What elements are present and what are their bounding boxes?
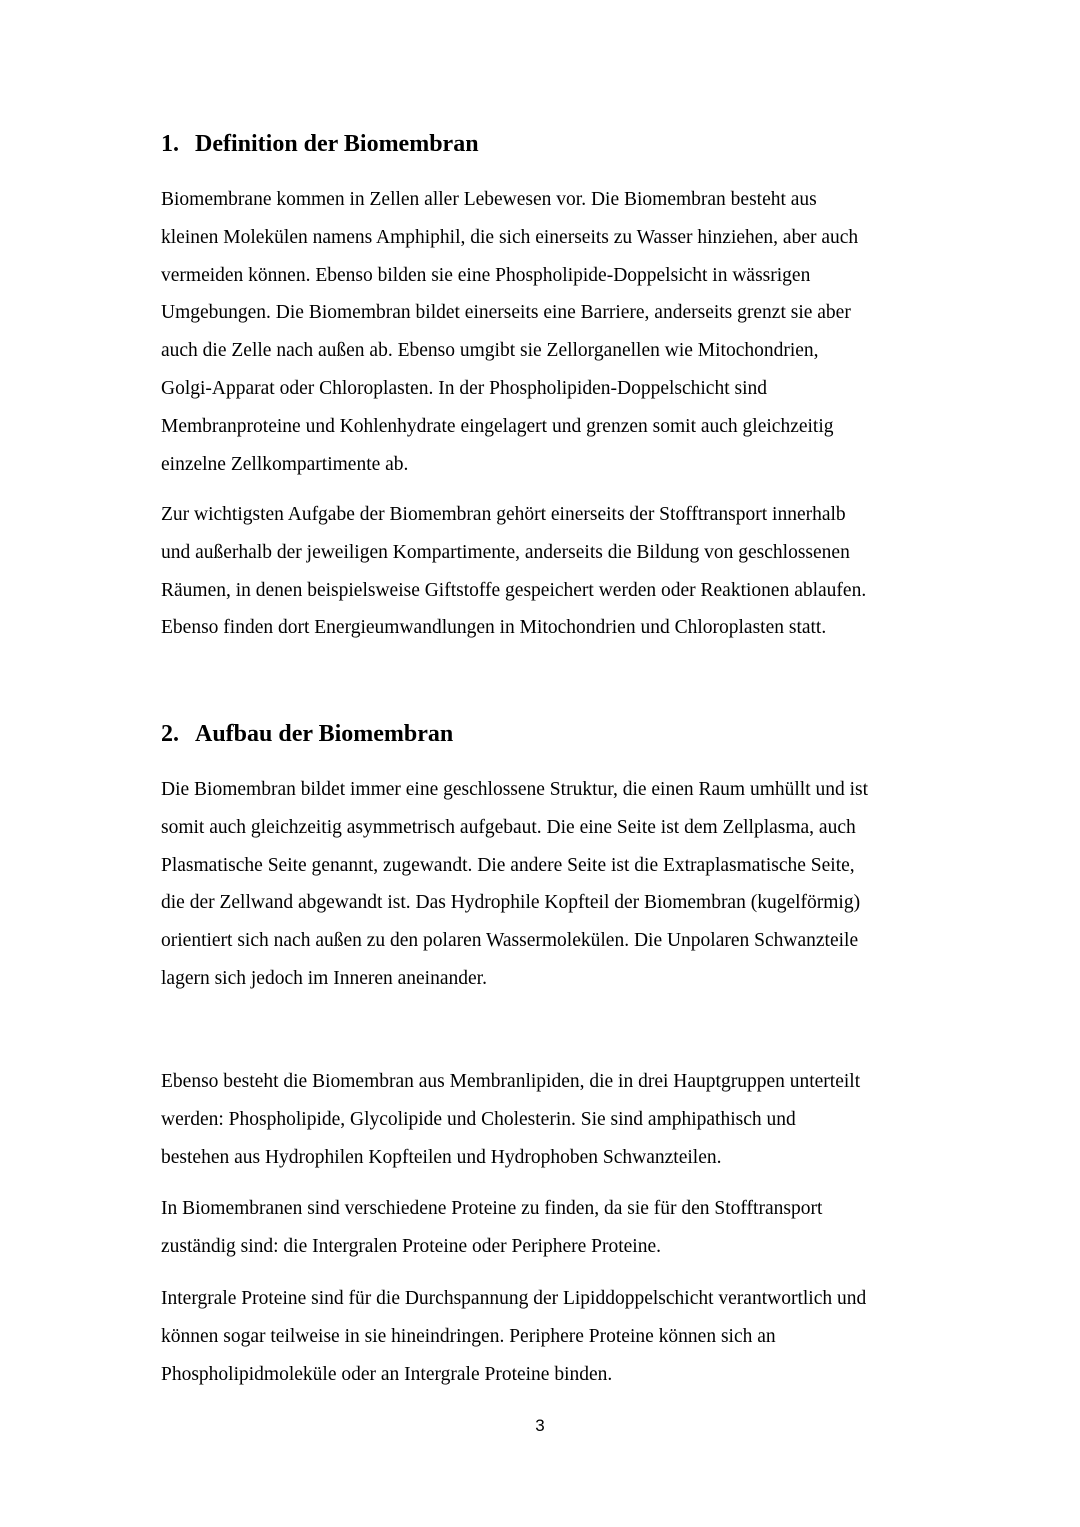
text-line: vermeiden können. Ebenso bilden sie eine Phospholipide-Doppelsicht in wässrigen <box>161 264 811 286</box>
text-line: werden: Phospholipide, Glycolipide und Cholesterin. Sie sind amphipathisch und <box>161 1108 796 1130</box>
text-line: können sogar teilweise in sie hineindringen. Periphere Proteine können sich an <box>161 1325 776 1347</box>
text-line: kleinen Molekülen namens Amphiphil, die sich einerseits zu Wasser hinziehen, aber auch <box>161 226 859 248</box>
text-line: Intergrale Proteine sind für die Durchspannung der Lipiddoppelschicht verantwortlich und <box>161 1288 867 1309</box>
text-line: Biomembrane kommen in Zellen aller Lebewesen vor. Die Biomembran besteht aus <box>161 189 817 210</box>
text-line: Golgi-Apparat oder Chloroplasten. In der Phospholipiden-Doppelschicht sind <box>161 377 768 399</box>
text-line: und außerhalb der jeweiligen Kompartimente, anderseits die Bildung von geschlossenen <box>161 541 850 563</box>
text-line: lagern sich jedoch im Inneren aneinander. <box>161 967 487 989</box>
text-line: Die Biomembran bildet immer eine geschlossene Struktur, die einen Raum umhüllt und ist <box>161 779 869 800</box>
section-heading-definition <box>161 129 479 159</box>
text-line: Membranproteine und Kohlenhydrate eingelagert und grenzen somit auch gleichzeitig <box>161 415 834 437</box>
paragraph-aufbau-1 <box>161 771 961 998</box>
paragraph-aufbau-2 <box>161 1063 961 1176</box>
section-number: 1. <box>161 131 179 157</box>
paragraph-definition-1 <box>161 181 961 483</box>
text-line: einzelne Zellkompartimente ab. <box>161 453 409 475</box>
text-line: bestehen aus Hydrophilen Kopfteilen und Hydrophoben Schwanzteilen. <box>161 1146 722 1168</box>
paragraph-aufbau-3 <box>161 1190 961 1266</box>
paragraph-definition-2 <box>161 496 961 647</box>
page-number: 3 <box>535 1416 545 1435</box>
section-number: 2. <box>161 721 179 747</box>
text-line: somit auch gleichzeitig asymmetrisch aufgebaut. Die eine Seite ist dem Zellplasma, auch <box>161 816 856 838</box>
text-line: In Biomembranen sind verschiedene Proteine zu finden, da sie für den Stofftransport <box>161 1198 823 1219</box>
text-line: Phospholipidmoleküle oder an Intergrale Proteine binden. <box>161 1363 613 1385</box>
section-heading-aufbau <box>161 719 453 749</box>
section-title: Definition der Biomembran <box>195 131 479 157</box>
text-line: auch die Zelle nach außen ab. Ebenso umgibt sie Zellorganellen wie Mitochondrien, <box>161 340 819 362</box>
text-line: zuständig sind: die Intergralen Proteine oder Periphere Proteine. <box>161 1235 661 1257</box>
text-line: Plasmatische Seite genannt, zugewandt. Die andere Seite ist die Extraplasmatische Seite, <box>161 854 855 876</box>
section-title: Aufbau der Biomembran <box>195 721 454 747</box>
text-line: die der Zellwand abgewandt ist. Das Hydrophile Kopfteil der Biomembran (kugelförmig) <box>161 892 861 914</box>
text-line: Ebenso finden dort Energieumwandlungen in Mitochondrien und Chloroplasten statt. <box>161 617 827 639</box>
text-line: Zur wichtigsten Aufgabe der Biomembran gehört einerseits der Stofftransport innerhalb <box>161 504 846 525</box>
text-line: Umgebungen. Die Biomembran bildet einerseits eine Barriere, anderseits grenzt sie aber <box>161 302 851 324</box>
text-line: Räumen, in denen beispielsweise Giftstoffe gespeichert werden oder Reaktionen ablaufen. <box>161 579 867 601</box>
text-line: orientiert sich nach außen zu den polaren Wassermolekülen. Die Unpolaren Schwanzteile <box>161 930 859 952</box>
text-line: Ebenso besteht die Biomembran aus Membranlipiden, die in drei Hauptgruppen unterteilt <box>161 1071 861 1092</box>
paragraph-aufbau-4 <box>161 1280 961 1393</box>
